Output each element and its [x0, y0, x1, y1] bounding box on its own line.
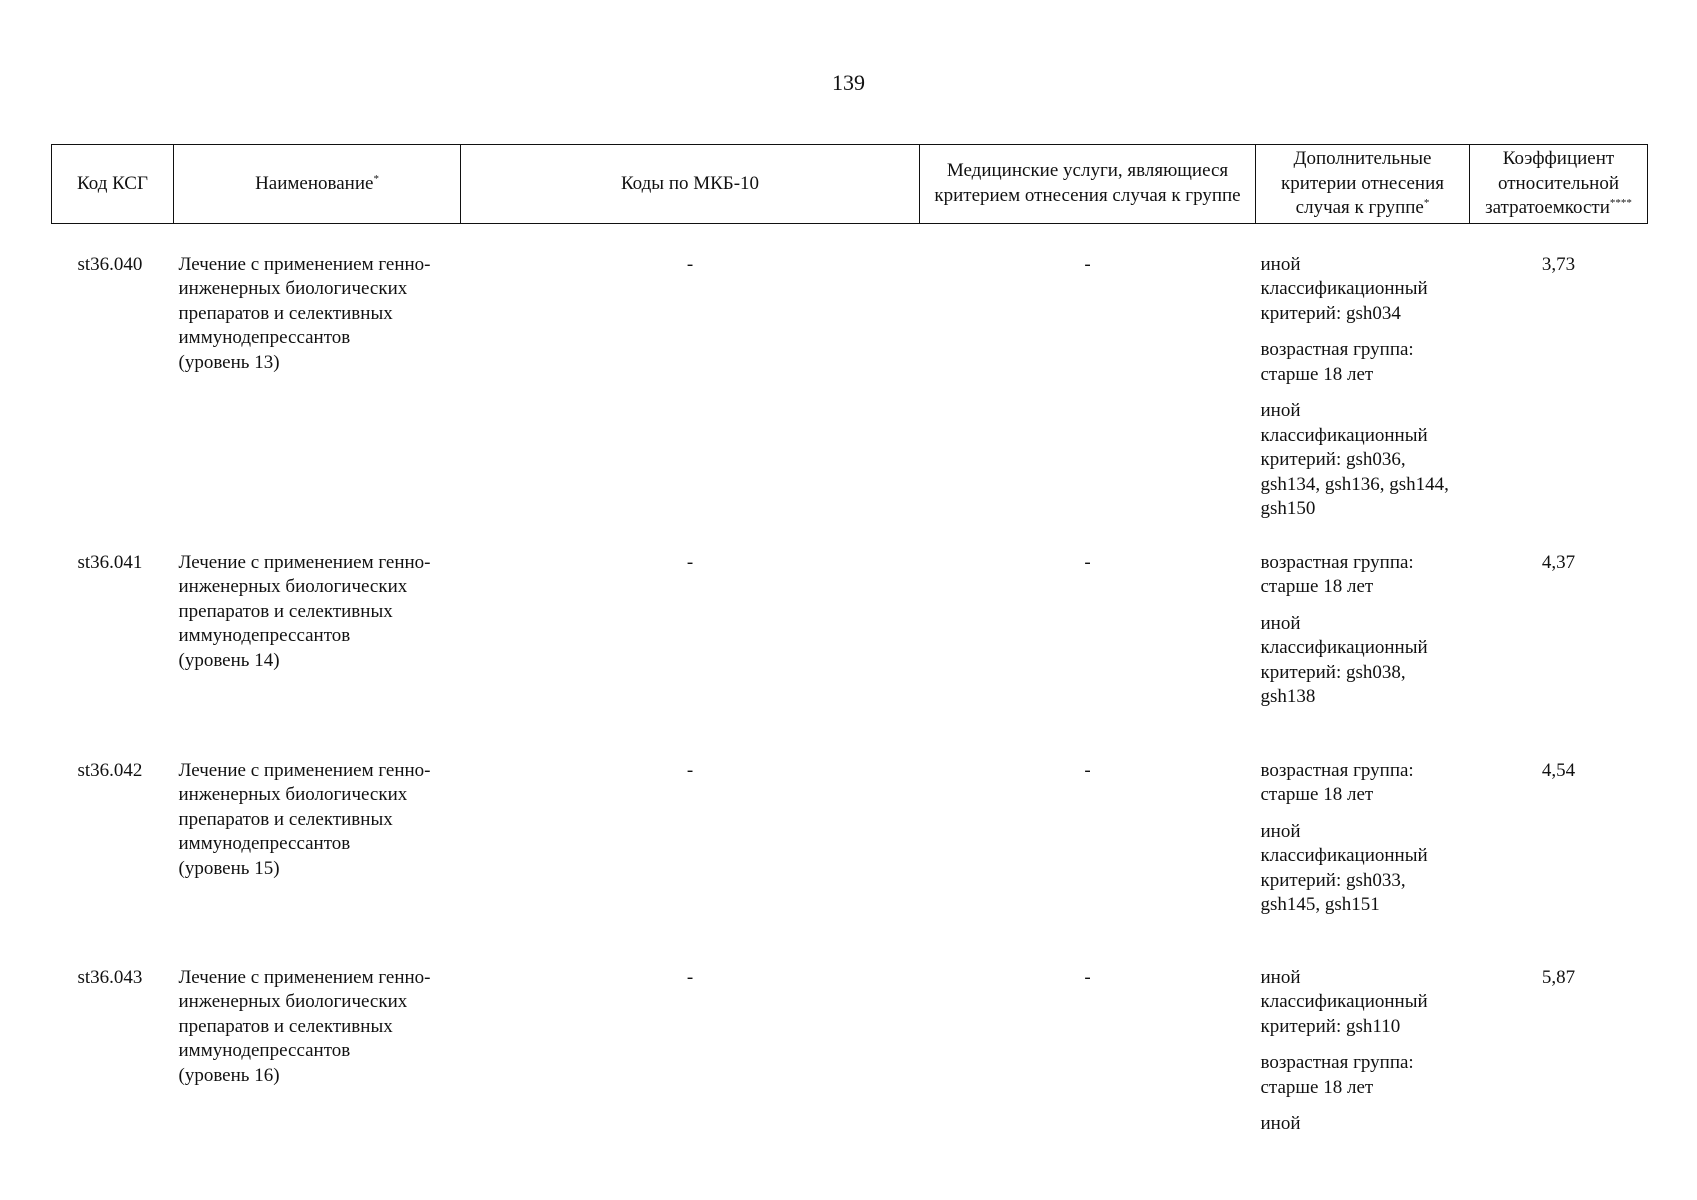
ksg-code-cell [52, 522, 174, 730]
coefficient-value: 4,37 [1541, 551, 1576, 573]
criteria-block [1261, 1112, 1464, 1137]
header-code [52, 145, 174, 224]
criteria-block [1261, 399, 1464, 522]
header-criteria-label: Дополнительные критерии отнесения случая к группе [1280, 148, 1445, 218]
ksg-name-line: (уровень 14) [178, 649, 280, 671]
header-icd-label: Коды по МКБ-10 [620, 172, 760, 194]
criteria-line: критерий: gsh036, [1260, 449, 1406, 470]
ksg-name-line: препаратов и селективных [178, 1015, 393, 1037]
medical-services-cell [920, 522, 1256, 730]
ksg-name-line: инженерных биологических [178, 278, 408, 299]
icd-codes: - [686, 253, 694, 275]
medical-services: - [1084, 759, 1091, 781]
ksg-code: st36.040 [77, 253, 143, 275]
ksg-name-line: Лечение с применением генно- [178, 966, 431, 988]
coefficient-value: 5,87 [1541, 966, 1576, 988]
criteria-cell [1256, 522, 1470, 730]
criteria-block [1261, 966, 1464, 1040]
ksg-name-line: препаратов и селективных [178, 302, 393, 324]
criteria-line: gsh138 [1260, 686, 1316, 707]
criteria-line: возрастная группа: [1260, 339, 1414, 360]
criteria-line: возрастная группа: [1260, 759, 1414, 781]
ksg-name-line: инженерных биологических [178, 784, 408, 805]
icd-codes: - [686, 551, 694, 573]
header-criteria [1256, 145, 1470, 224]
ksg-name-line: иммунодепрессантов [178, 1040, 351, 1061]
criteria-line: возрастная группа: [1260, 1052, 1414, 1073]
table-row [52, 223, 1648, 522]
coefficient-value: 4,54 [1541, 759, 1576, 781]
criteria-block [1261, 1051, 1464, 1100]
criteria-cell [1256, 730, 1470, 937]
icd-codes: - [686, 966, 694, 988]
page-number: 139 [832, 70, 865, 95]
ksg-name-cell [174, 937, 461, 1137]
ksg-name-line: Лечение с применением генно- [178, 759, 431, 781]
criteria-block [1261, 759, 1464, 808]
icd-codes: - [686, 759, 694, 781]
criteria-line: старше 18 лет [1260, 784, 1374, 805]
criteria-line: классификационный [1260, 637, 1428, 658]
criteria-block [1261, 253, 1464, 327]
criteria-line: старше 18 лет [1260, 363, 1374, 385]
ksg-table [51, 144, 1648, 1137]
criteria-line: классификационный [1260, 991, 1428, 1012]
ksg-name-line: (уровень 13) [178, 351, 280, 373]
footnote-mark: * [1423, 197, 1430, 209]
medical-services: - [1084, 253, 1091, 275]
criteria-line: gsh145, gsh151 [1260, 894, 1380, 915]
coefficient-cell [1470, 730, 1648, 937]
ksg-code: st36.043 [77, 966, 143, 988]
criteria-cell [1256, 937, 1470, 1137]
criteria-line: иной [1260, 612, 1301, 634]
ksg-name-cell [174, 522, 461, 730]
ksg-code: st36.041 [77, 551, 143, 573]
ksg-name-line: иммунодепрессантов [178, 625, 351, 646]
ksg-name-line: иммунодепрессантов [178, 327, 351, 348]
table-row [52, 937, 1648, 1137]
criteria-line: возрастная группа: [1260, 551, 1414, 573]
table-row [52, 730, 1648, 937]
table-row [52, 522, 1648, 730]
criteria-block [1261, 612, 1464, 710]
criteria-line: классификационный [1260, 424, 1428, 446]
ksg-code-cell [52, 937, 174, 1137]
ksg-name-line: инженерных биологических [178, 576, 408, 597]
icd-codes-cell [461, 522, 920, 730]
coefficient-cell [1470, 937, 1648, 1137]
table-body [52, 223, 1648, 1137]
header-name [174, 145, 461, 224]
criteria-line: критерий: gsh034 [1260, 302, 1401, 324]
coefficient-cell [1470, 522, 1648, 730]
ksg-name-line: препаратов и селективных [178, 808, 393, 830]
medical-services-cell [920, 223, 1256, 522]
criteria-line: gsh134, gsh136, gsh144, [1260, 473, 1449, 495]
ksg-name-cell [174, 730, 461, 937]
medical-services: - [1084, 551, 1091, 573]
ksg-code: st36.042 [77, 759, 143, 781]
criteria-line: классификационный [1260, 845, 1428, 866]
criteria-line: классификационный [1260, 278, 1428, 299]
header-services [920, 145, 1256, 224]
criteria-block [1261, 551, 1464, 600]
ksg-name-line: (уровень 16) [178, 1064, 280, 1086]
medical-services-cell [920, 730, 1256, 937]
icd-codes-cell [461, 730, 920, 937]
ksg-name-line: препаратов и селективных [178, 600, 393, 622]
coefficient-value: 3,73 [1541, 253, 1576, 275]
footnote-mark: **** [1609, 197, 1632, 209]
ksg-name-line: Лечение с применением генно- [178, 551, 431, 573]
criteria-line: иной [1260, 253, 1301, 275]
header-code-label: Код КСГ [77, 172, 148, 194]
criteria-line: иной [1260, 400, 1301, 421]
criteria-line: критерий: gsh033, [1260, 869, 1406, 891]
header-name-label: Наименование [255, 172, 374, 194]
criteria-line: иной [1260, 1113, 1301, 1134]
criteria-line: gsh150 [1260, 498, 1316, 519]
header-icd [461, 145, 920, 224]
criteria-line: иной [1260, 966, 1301, 988]
header-services-label: Медицинские услуги, являющиеся критерием отнесения случая к группе [934, 160, 1241, 206]
ksg-name-line: иммунодепрессантов [178, 833, 351, 854]
ksg-name-cell [174, 223, 461, 522]
criteria-cell [1256, 223, 1470, 522]
criteria-line: критерий: gsh038, [1260, 661, 1406, 683]
medical-services: - [1084, 966, 1091, 988]
criteria-block [1261, 820, 1464, 918]
criteria-line: критерий: gsh110 [1260, 1015, 1401, 1037]
header-coef-label: Коэффициент относительной затратоемкости [1485, 148, 1619, 218]
ksg-name-line: (уровень 15) [178, 857, 280, 879]
table-header-row [52, 145, 1648, 224]
coefficient-cell [1470, 223, 1648, 522]
footnote-mark: * [373, 172, 379, 185]
ksg-name-line: инженерных биологических [178, 991, 408, 1012]
header-coef [1470, 145, 1648, 224]
medical-services-cell [920, 937, 1256, 1137]
criteria-block [1261, 338, 1464, 387]
ksg-code-cell [52, 730, 174, 937]
icd-codes-cell [461, 937, 920, 1137]
criteria-line: старше 18 лет [1260, 576, 1374, 597]
icd-codes-cell [461, 223, 920, 522]
criteria-line: иной [1260, 820, 1301, 842]
ksg-name-line: Лечение с применением генно- [178, 253, 431, 275]
ksg-code-cell [52, 223, 174, 522]
criteria-line: старше 18 лет [1260, 1076, 1374, 1098]
